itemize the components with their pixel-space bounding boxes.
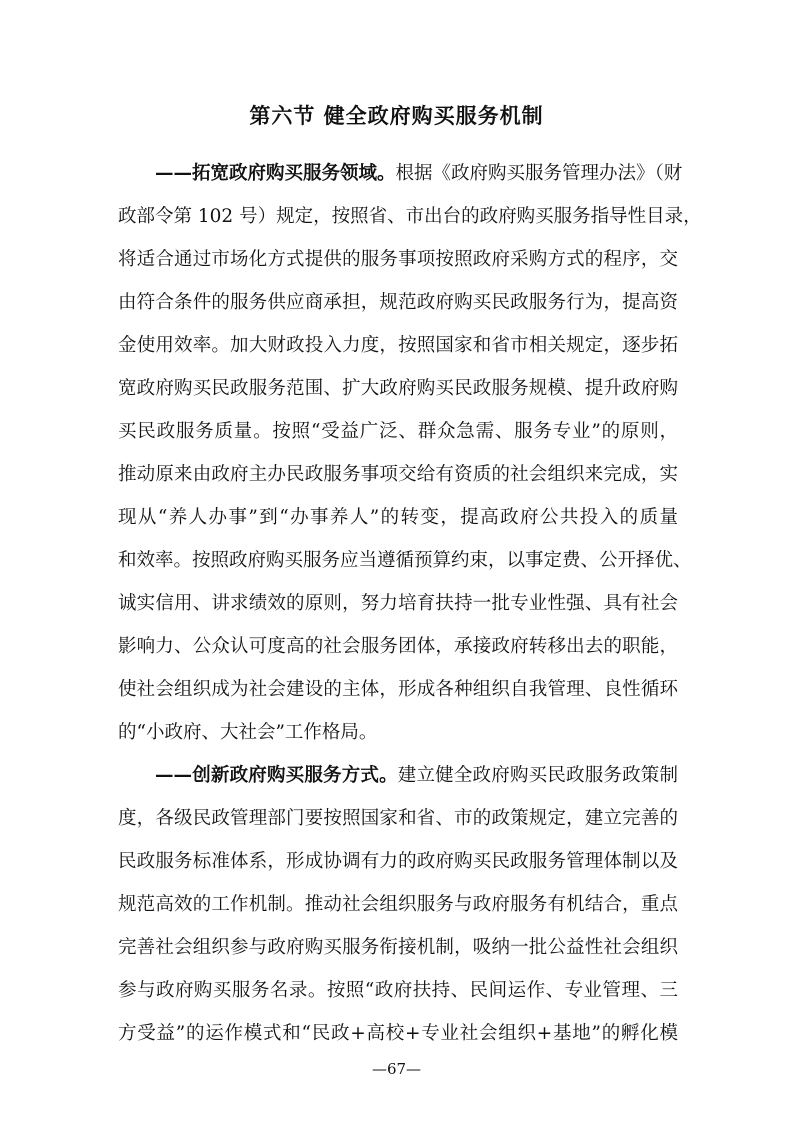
paragraph-1-line-14: 的“小政府、大社会”工作格局。 <box>118 722 378 743</box>
page-number: —67— <box>371 1060 422 1078</box>
paragraph-2-line-7: 方受益”的运作模式和“民政+高校+专业社会组织+基地”的孵化模 <box>118 1023 678 1044</box>
paragraph-2-line-1 <box>155 764 678 788</box>
paragraph-2-first-line-text: 建立健全政府购买民政服务政策制 <box>397 765 678 786</box>
page-title: 第六节 健全政府购买服务机制 <box>249 103 544 128</box>
paragraph-1-line-13: 使社会组织成为社会建设的主体，形成各种组织自我管理、良性循环 <box>118 679 678 700</box>
paragraph-1-line-6: 宽政府购买民政服务范围、扩大政府购买民政服务规模、提升政府购 <box>118 378 678 399</box>
paragraph-1-line-4: 由符合条件的服务供应商承担，规范政府购买民政服务行为，提高资 <box>118 292 678 313</box>
paragraph-2-line-3: 民政服务标准体系，形成协调有力的政府购买民政服务管理体制以及 <box>118 851 678 872</box>
paragraph-1-first-line-text: 根据《政府购买服务管理办法》（财 <box>395 163 683 184</box>
paragraph-2-line-5: 完善社会组织参与政府购买服务衔接机制，吸纳一批公益性社会组织 <box>118 937 678 958</box>
paragraph-2-lead: ——创新政府购买服务方式。 <box>155 765 398 786</box>
paragraph-1-line-1 <box>155 162 683 186</box>
paragraph-1-line-10: 和效率。按照政府购买服务应当遵循预算约束，以事定费、公开择优、 <box>118 550 692 571</box>
paragraph-2-line-6: 参与政府购买服务名录。按照“政府扶持、民间运作、专业管理、三 <box>118 980 678 1001</box>
paragraph-1-lead: ——拓宽政府购买服务领域。 <box>155 163 396 184</box>
paragraph-1-line-9: 现从“养人办事”到“办事养人”的转变，提高政府公共投入的质量 <box>118 507 678 528</box>
paragraph-1-line-7: 买民政服务质量。按照“受益广泛、群众急需、服务专业”的原则， <box>118 421 678 442</box>
paragraph-1-line-12: 影响力、公众认可度高的社会服务团体，承接政府转移出去的职能， <box>118 636 678 657</box>
paragraph-1-line-2: 政部令第 102 号）规定，按照省、市出台的政府购买服务指导性目录， <box>118 206 702 227</box>
paragraph-1-line-8: 推动原来由政府主办民政服务事项交给有资质的社会组织来完成，实 <box>118 464 678 485</box>
paragraph-2-line-4: 规范高效的工作机制。推动社会组织服务与政府服务有机结合，重点 <box>118 894 678 915</box>
paragraph-2-line-2: 度，各级民政管理部门要按照国家和省、市的政策规定，建立完善的 <box>118 808 678 829</box>
paragraph-1-line-3: 将适合通过市场化方式提供的服务事项按照政府采购方式的程序，交 <box>118 249 678 270</box>
paragraph-1-line-11: 诚实信用、讲求绩效的原则，努力培育扶持一批专业性强、具有社会 <box>118 593 678 614</box>
paragraph-1-line-5: 金使用效率。加大财政投入力度，按照国家和省市相关规定，逐步拓 <box>118 335 678 356</box>
